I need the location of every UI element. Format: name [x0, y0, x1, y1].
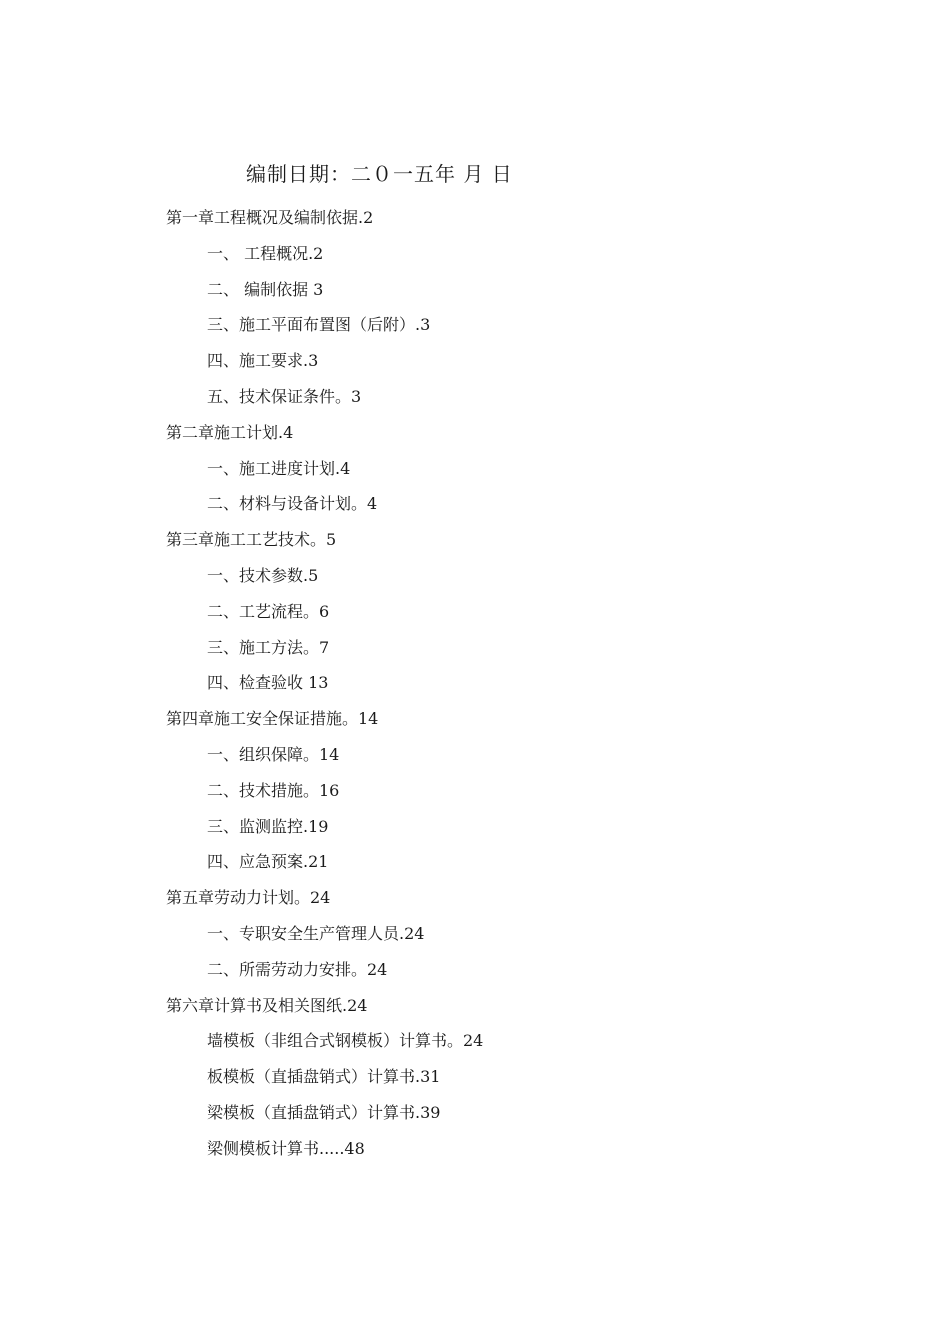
toc-chapter: 第三章施工工艺技术。5: [166, 530, 337, 550]
toc-section: 板模板（直插盘销式）计算书.31: [207, 1067, 441, 1087]
toc-section: 二、材料与设备计划。4: [207, 494, 378, 514]
toc-chapter: 第五章劳动力计划。24: [166, 888, 331, 908]
toc-section: 一、专职安全生产管理人员.24: [207, 923, 425, 943]
toc-chapter: 第一章工程概况及编制依据.2: [166, 208, 374, 227]
toc-chapter: 第二章施工计划.4: [166, 422, 294, 442]
toc-chapter: 第四章施工安全保证措施。14: [166, 709, 379, 729]
table-of-contents: [166, 206, 866, 1173]
toc-section: 三、施工方法。7: [207, 637, 330, 657]
toc-section: 梁侧模板计算书.....48: [207, 1138, 365, 1158]
toc-section: 五、技术保证条件。3: [207, 386, 362, 406]
toc-section: 三、施工平面布置图（后附）.3: [207, 315, 431, 335]
toc-section: 一、组织保障。14: [207, 744, 340, 764]
toc-section: 二、 编制依据 3: [207, 279, 324, 299]
toc-section: 一、技术参数.5: [207, 565, 319, 585]
toc-section: 二、技术措施。16: [207, 780, 340, 800]
toc-section: 三、监测监控.19: [207, 816, 329, 836]
compile-date: 编制日期：二０一五年 月 日: [246, 162, 513, 186]
toc-section: 四、施工要求.3: [207, 351, 319, 371]
toc-section: 一、施工进度计划.4: [207, 458, 351, 478]
toc-section: 二、工艺流程。6: [207, 601, 330, 621]
toc-section: 四、应急预案.21: [207, 852, 329, 872]
toc-section: 二、所需劳动力安排。24: [207, 959, 388, 979]
toc-section: 墙模板（非组合式钢模板）计算书。24: [207, 1031, 484, 1051]
toc-section: 四、检查验收 13: [207, 673, 329, 693]
toc-section: 梁模板（直插盘销式）计算书.39: [207, 1102, 441, 1122]
toc-chapter: 第六章计算书及相关图纸.24: [166, 995, 368, 1015]
toc-section: 一、 工程概况.2: [207, 243, 324, 263]
